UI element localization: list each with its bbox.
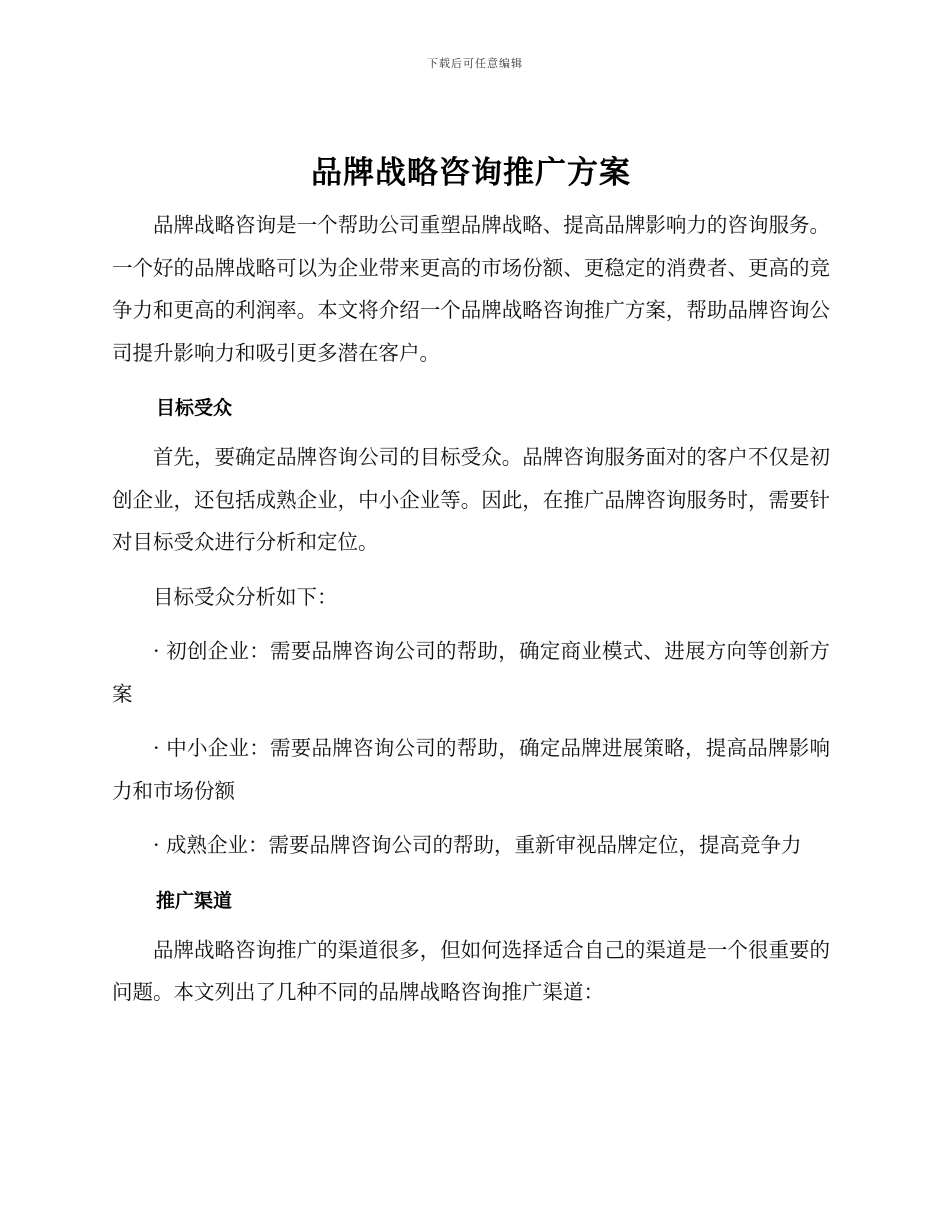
bullet-mature: · 成熟企业：需要品牌咨询公司的帮助，重新审视品牌定位，提高竞争力 xyxy=(153,833,802,857)
target-audience-analysis-intro: 目标受众分析如下： xyxy=(153,584,338,609)
channels-paragraph: 品牌战略咨询推广的渠道很多，但如何选择适合自己的渠道是一个很重要的问题。本文列出了几种不同的品牌战略咨询推广渠道： xyxy=(112,937,830,1004)
target-audience-paragraph: 首先，要确定品牌咨询公司的目标受众。品牌咨询服务面对的客户不仅是初创企业，还包括成熟企业，中小企业等。因此，在推广品牌咨询服务时，需要针对目标受众进行分析和定位。 xyxy=(112,445,830,554)
section-heading-target-audience: 目标受众 xyxy=(156,397,233,419)
header-note: 下载后可任意编辑 xyxy=(427,57,523,70)
section-heading-channels: 推广渠道 xyxy=(156,889,233,912)
document-body xyxy=(112,150,830,1014)
bullet-sme: · 中小企业：需要品牌咨询公司的帮助，确定品牌进展策略，提高品牌影响力和市场份额 xyxy=(112,736,830,803)
bullet-startup: · 初创企业：需要品牌咨询公司的帮助，确定商业模式、进展方向等创新方案 xyxy=(112,639,830,706)
document-title: 品牌战略咨询推广方案 xyxy=(311,155,631,191)
intro-paragraph: 品牌战略咨询是一个帮助公司重塑品牌战略、提高品牌影响力的咨询服务。一个好的品牌战略可以为企业带来更高的市场份额、更稳定的消费者、更高的竞争力和更高的利润率。本文将介绍一个品牌战略咨询推广方案，帮助品牌咨询公司提升影响力和吸引更多潜在客户。 xyxy=(112,213,830,365)
